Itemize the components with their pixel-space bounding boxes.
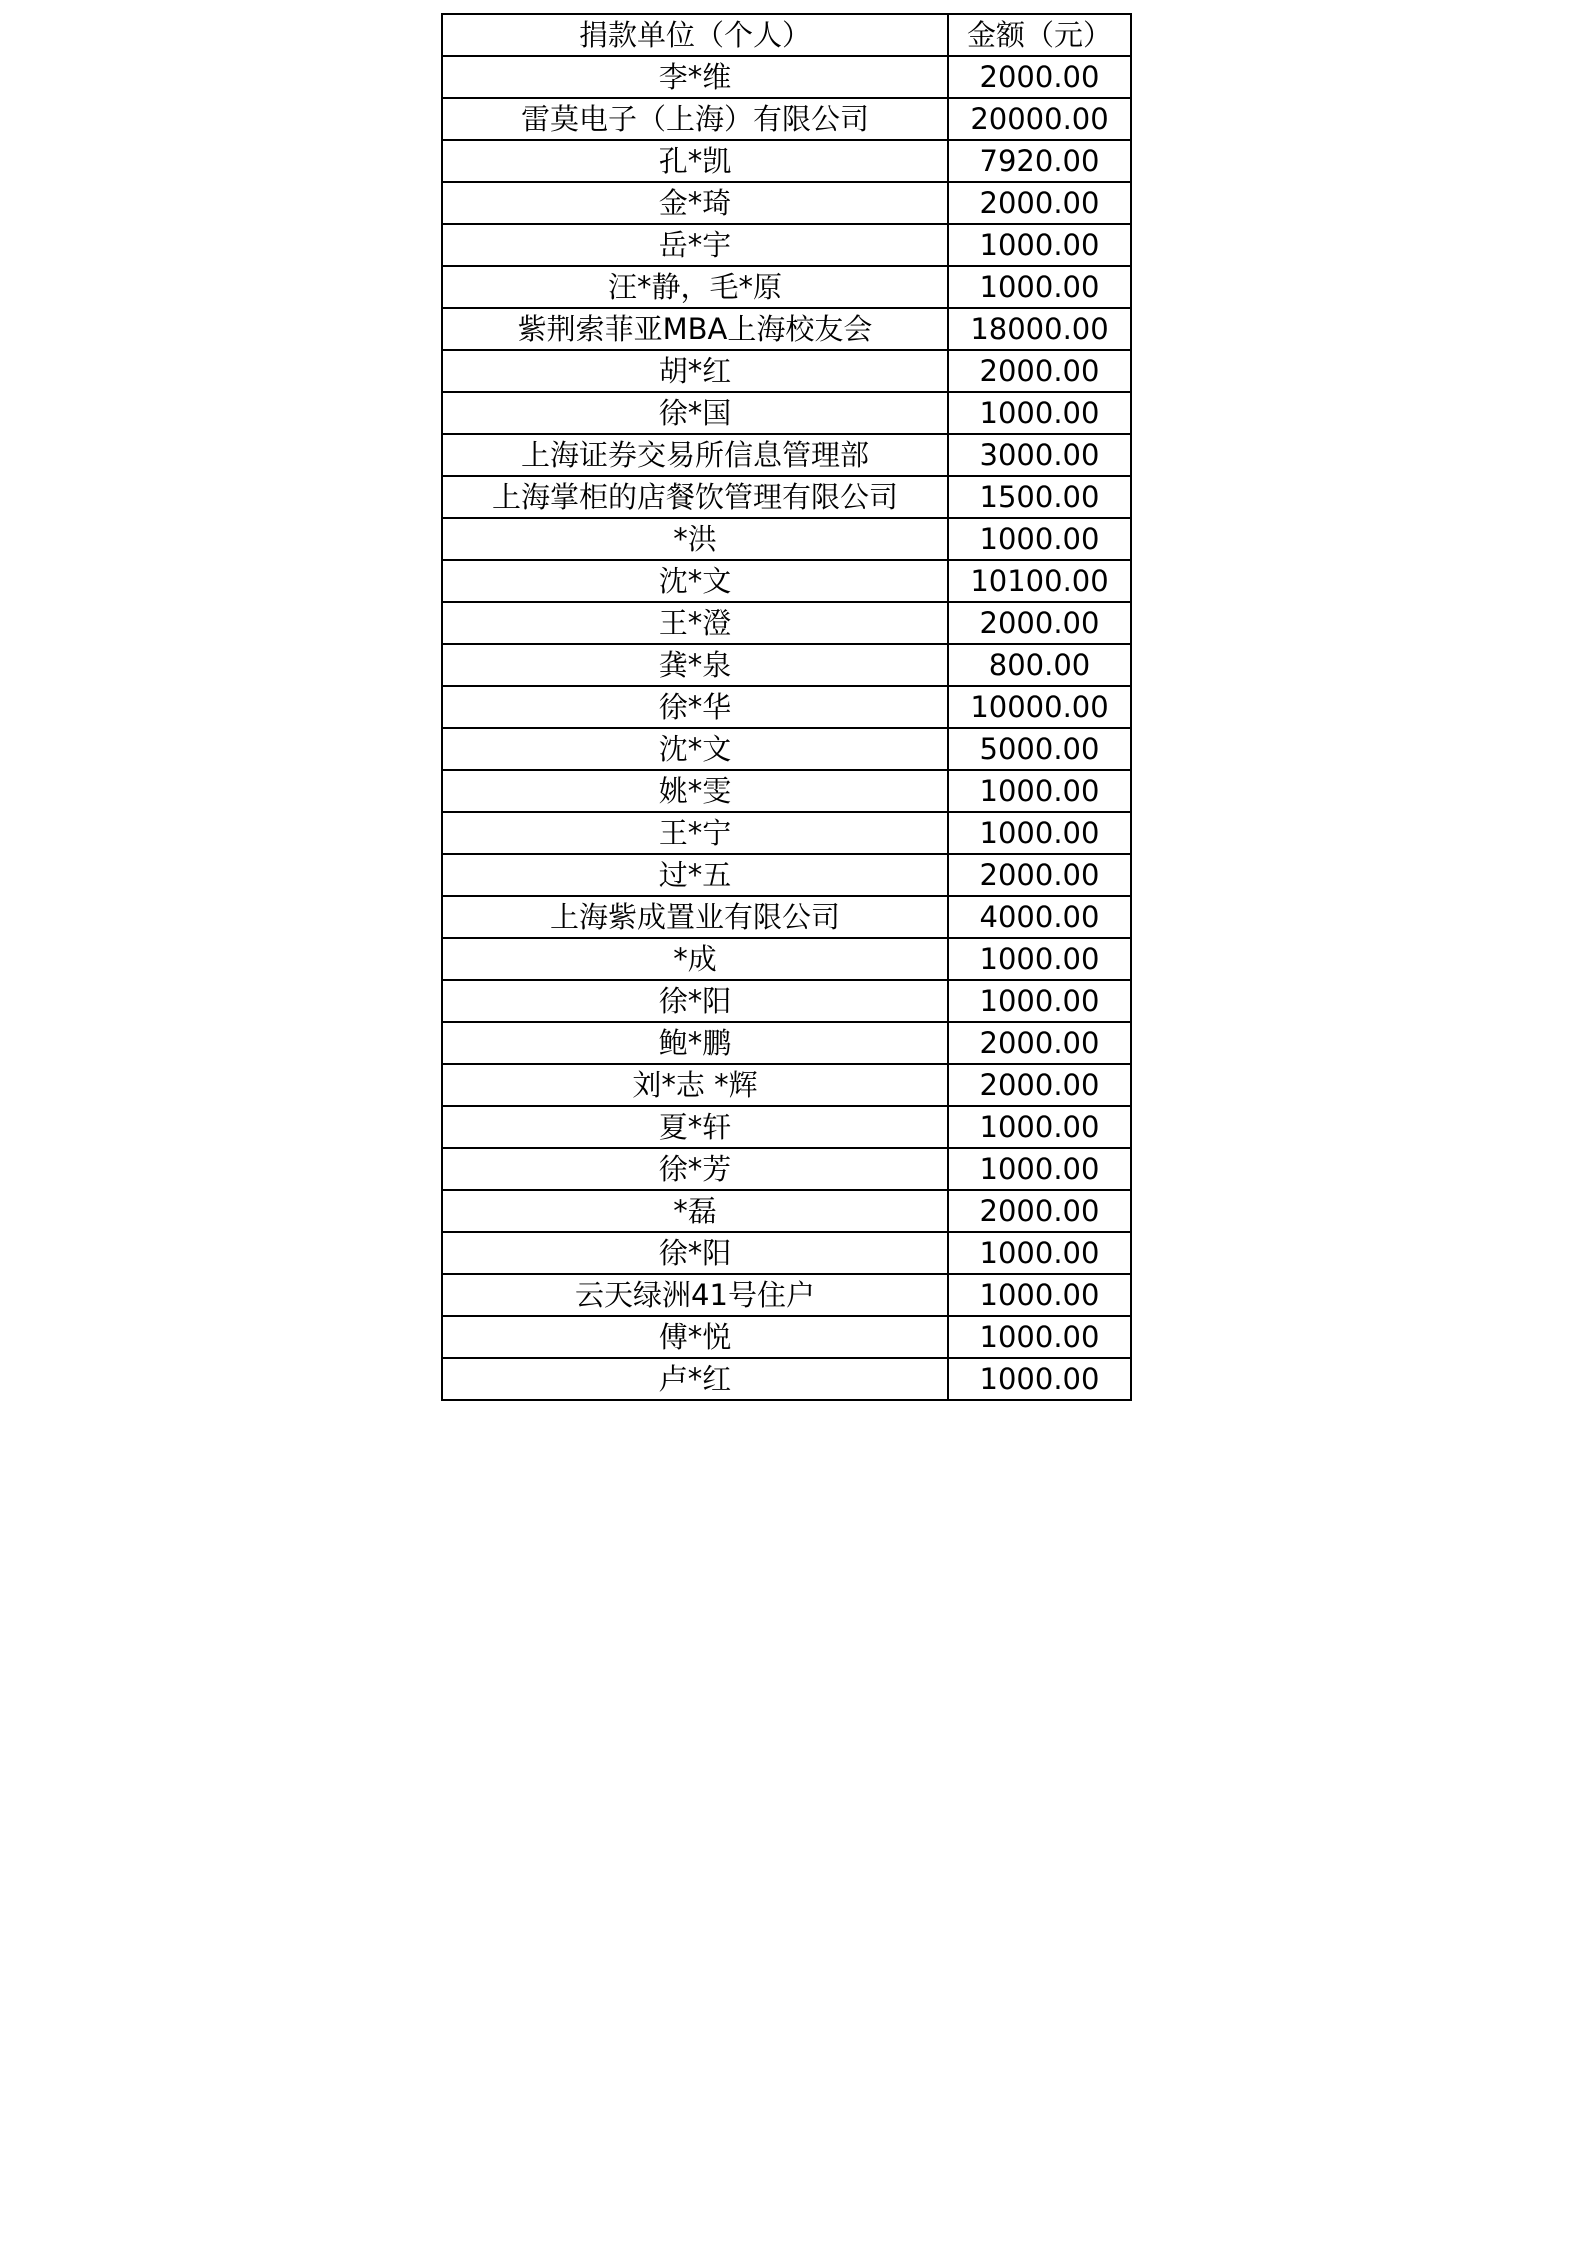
donor-cell: 沈*文	[442, 728, 948, 770]
amount-cell: 1000.00	[948, 1274, 1131, 1316]
amount-cell: 1000.00	[948, 392, 1131, 434]
donor-cell: 徐*阳	[442, 1232, 948, 1274]
donor-cell: 紫荆索菲亚MBA上海校友会	[442, 308, 948, 350]
amount-cell: 3000.00	[948, 434, 1131, 476]
amount-cell: 1000.00	[948, 938, 1131, 980]
amount-cell: 2000.00	[948, 854, 1131, 896]
table-row	[442, 938, 1131, 980]
table-row	[442, 770, 1131, 812]
donor-cell: 卢*红	[442, 1358, 948, 1400]
table-row	[442, 644, 1131, 686]
amount-cell: 4000.00	[948, 896, 1131, 938]
donor-cell: 傅*悦	[442, 1316, 948, 1358]
table-row	[442, 686, 1131, 728]
amount-cell: 1000.00	[948, 770, 1131, 812]
table-row	[442, 1274, 1131, 1316]
donor-cell: 汪*静，毛*原	[442, 266, 948, 308]
donor-cell: 沈*文	[442, 560, 948, 602]
donor-cell: 过*五	[442, 854, 948, 896]
table-row	[442, 812, 1131, 854]
amount-cell: 18000.00	[948, 308, 1131, 350]
table-row	[442, 854, 1131, 896]
amount-cell: 10000.00	[948, 686, 1131, 728]
table-row	[442, 728, 1131, 770]
amount-cell: 2000.00	[948, 602, 1131, 644]
donor-cell: 上海掌柜的店餐饮管理有限公司	[442, 476, 948, 518]
table-row	[442, 896, 1131, 938]
table-row	[442, 392, 1131, 434]
table-row	[442, 1064, 1131, 1106]
amount-cell: 1000.00	[948, 1232, 1131, 1274]
amount-cell: 20000.00	[948, 98, 1131, 140]
amount-cell: 1000.00	[948, 224, 1131, 266]
donor-cell: 雷莫电子（上海）有限公司	[442, 98, 948, 140]
donor-cell: 龚*泉	[442, 644, 948, 686]
table-row	[442, 602, 1131, 644]
amount-cell: 1500.00	[948, 476, 1131, 518]
table-row	[442, 140, 1131, 182]
header-donor: 捐款单位（个人）	[442, 14, 948, 56]
header-amount: 金额（元）	[948, 14, 1131, 56]
amount-cell: 1000.00	[948, 812, 1131, 854]
amount-cell: 800.00	[948, 644, 1131, 686]
amount-cell: 1000.00	[948, 266, 1131, 308]
table-row	[442, 434, 1131, 476]
donor-cell: 上海紫成置业有限公司	[442, 896, 948, 938]
donor-cell: 夏*轩	[442, 1106, 948, 1148]
donor-cell: 王*澄	[442, 602, 948, 644]
donor-cell: 胡*红	[442, 350, 948, 392]
donor-cell: 徐*芳	[442, 1148, 948, 1190]
donor-cell: 鲍*鹏	[442, 1022, 948, 1064]
table-body	[442, 56, 1131, 1400]
table-row	[442, 1148, 1131, 1190]
amount-cell: 2000.00	[948, 1022, 1131, 1064]
amount-cell: 2000.00	[948, 350, 1131, 392]
amount-cell: 1000.00	[948, 1148, 1131, 1190]
donation-table	[441, 13, 1132, 1401]
donor-cell: 刘*志 *辉	[442, 1064, 948, 1106]
donor-cell: *成	[442, 938, 948, 980]
amount-cell: 1000.00	[948, 1316, 1131, 1358]
table-row	[442, 476, 1131, 518]
donor-cell: 徐*华	[442, 686, 948, 728]
donor-cell: *磊	[442, 1190, 948, 1232]
amount-cell: 2000.00	[948, 182, 1131, 224]
donor-cell: 徐*国	[442, 392, 948, 434]
donor-cell: *洪	[442, 518, 948, 560]
donor-cell: 徐*阳	[442, 980, 948, 1022]
table-row	[442, 224, 1131, 266]
table-row	[442, 560, 1131, 602]
amount-cell: 2000.00	[948, 56, 1131, 98]
table-header-row	[442, 14, 1131, 56]
table-row	[442, 56, 1131, 98]
amount-cell: 5000.00	[948, 728, 1131, 770]
donor-cell: 金*琦	[442, 182, 948, 224]
table-row	[442, 518, 1131, 560]
donor-cell: 王*宁	[442, 812, 948, 854]
amount-cell: 10100.00	[948, 560, 1131, 602]
table-row	[442, 266, 1131, 308]
donor-cell: 李*维	[442, 56, 948, 98]
donor-cell: 云天绿洲41号住户	[442, 1274, 948, 1316]
table-row	[442, 98, 1131, 140]
table-row	[442, 1106, 1131, 1148]
table-row	[442, 1022, 1131, 1064]
amount-cell: 1000.00	[948, 980, 1131, 1022]
amount-cell: 1000.00	[948, 518, 1131, 560]
amount-cell: 2000.00	[948, 1190, 1131, 1232]
amount-cell: 1000.00	[948, 1106, 1131, 1148]
donor-cell: 岳*宇	[442, 224, 948, 266]
donor-cell: 上海证券交易所信息管理部	[442, 434, 948, 476]
table-row	[442, 980, 1131, 1022]
donor-cell: 姚*雯	[442, 770, 948, 812]
table-row	[442, 182, 1131, 224]
amount-cell: 1000.00	[948, 1358, 1131, 1400]
table-row	[442, 1358, 1131, 1400]
table-row	[442, 308, 1131, 350]
amount-cell: 2000.00	[948, 1064, 1131, 1106]
table-row	[442, 1232, 1131, 1274]
donor-cell: 孔*凯	[442, 140, 948, 182]
table-row	[442, 1316, 1131, 1358]
table-row	[442, 350, 1131, 392]
amount-cell: 7920.00	[948, 140, 1131, 182]
table-row	[442, 1190, 1131, 1232]
